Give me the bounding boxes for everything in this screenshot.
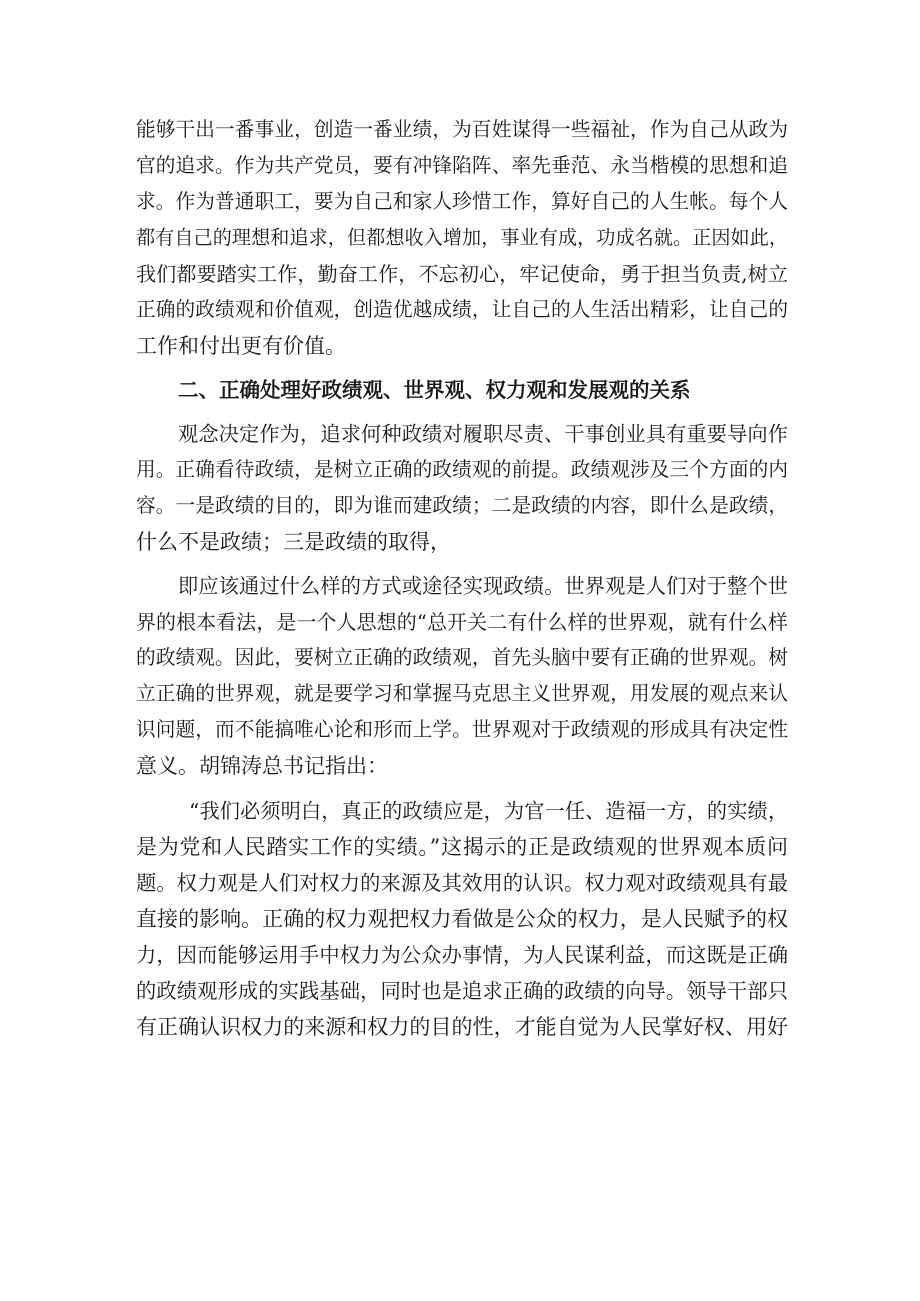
paragraph-1-line-4: 都有自己的理想和追求，但都想收入增加，事业有成，功成名就。正因如此， [136, 227, 788, 249]
paragraph-4-line-2: 是为党和人民踏实工作的实绩。”这揭示的正是政绩观的世界观本质问 [136, 835, 788, 859]
paragraph-3-line-3: 的政绩观。因此，要树立正确的政绩观，首先头脑中要有正确的世界观。树 [136, 646, 788, 669]
paragraph-4-line-7: 有正确认识权力的来源和权力的目的性，才能自觉为人民掌好权、用好 [136, 1015, 788, 1039]
paragraph-4-line-5: 力，因而能够运用手中权力为公众办事情，为人民谋利益，而这既是正确 [136, 943, 788, 967]
paragraph-4-line-6: 的政绩观形成的实践基础，同时也是追求正确的政绩的向导。领导干部只 [136, 979, 788, 1003]
paragraph-1-line-3: 求。作为普通职工，要为自己和家人珍惜工作，算好自己的人生帐。每个人 [136, 190, 788, 213]
paragraph-3-line-2: 界的根本看法，是一个人思想的“总开关二有什么样的世界观，就有什么样 [136, 610, 788, 634]
paragraph-4-line-3: 题。权力观是人们对权力的来源及其效用的认识。权力观对政绩观具有最 [136, 871, 788, 895]
paragraph-1-line-2: 官的追求。作为共产党员，要有冲锋陷阵、率先垂范、永当楷模的思想和追 [136, 154, 788, 177]
paragraph-2-line-2: 用。正确看待政绩，是树立正确的政绩观的前提。政绩观涉及三个方面的内 [136, 458, 788, 481]
paragraph-2-line-1: 观念决定作为，追求何种政绩对履职尽责、干事创业具有重要导向作 [178, 422, 788, 446]
paragraph-2-line-3: 容。一是政绩的目的，即为谁而建政绩；二是政绩的内容，即什么是政绩， [136, 494, 788, 517]
section-heading: 二、正确处理好政绩观、世界观、权力观和发展观的关系 [178, 378, 691, 402]
paragraph-3-line-4: 立正确的世界观，就是要学习和掌握马克思主义世界观，用发展的观点来认 [136, 682, 788, 705]
paragraph-3-line-6: 意义。胡锦涛总书记指出： [136, 754, 388, 778]
paragraph-1-line-7: 工作和付出更有价值。 [136, 334, 346, 358]
paragraph-2-line-4: 什么不是政绩；三是政绩的取得， [136, 530, 451, 554]
paragraph-3-line-5: 识问题，而不能搞唯心论和形而上学。世界观对于政绩观的形成具有决定性 [136, 718, 788, 741]
paragraph-1-line-1: 能够干出一番事业，创造一番业绩，为百姓谋得一些福祉，作为自己从政为 [136, 118, 788, 141]
paragraph-4-line-4: 直接的影响。正确的权力观把权力看做是公众的权力，是人民赋予的权 [136, 907, 788, 931]
paragraph-1-line-6: 正确的政绩观和价值观，创造优越成绩，让自己的人生活出精彩，让自己的 [136, 298, 788, 321]
paragraph-3-line-1: 即应该通过什么样的方式或途径实现政绩。世界观是人们对于整个世 [178, 574, 788, 598]
paragraph-4-line-1: “我们必须明白，真正的政绩应是，为官一任、造福一方，的实绩， [189, 799, 788, 823]
paragraph-1-line-5: 我们都要踏实工作，勤奋工作，不忘初心，牢记使命，勇于担当负责,树立 [136, 262, 788, 286]
